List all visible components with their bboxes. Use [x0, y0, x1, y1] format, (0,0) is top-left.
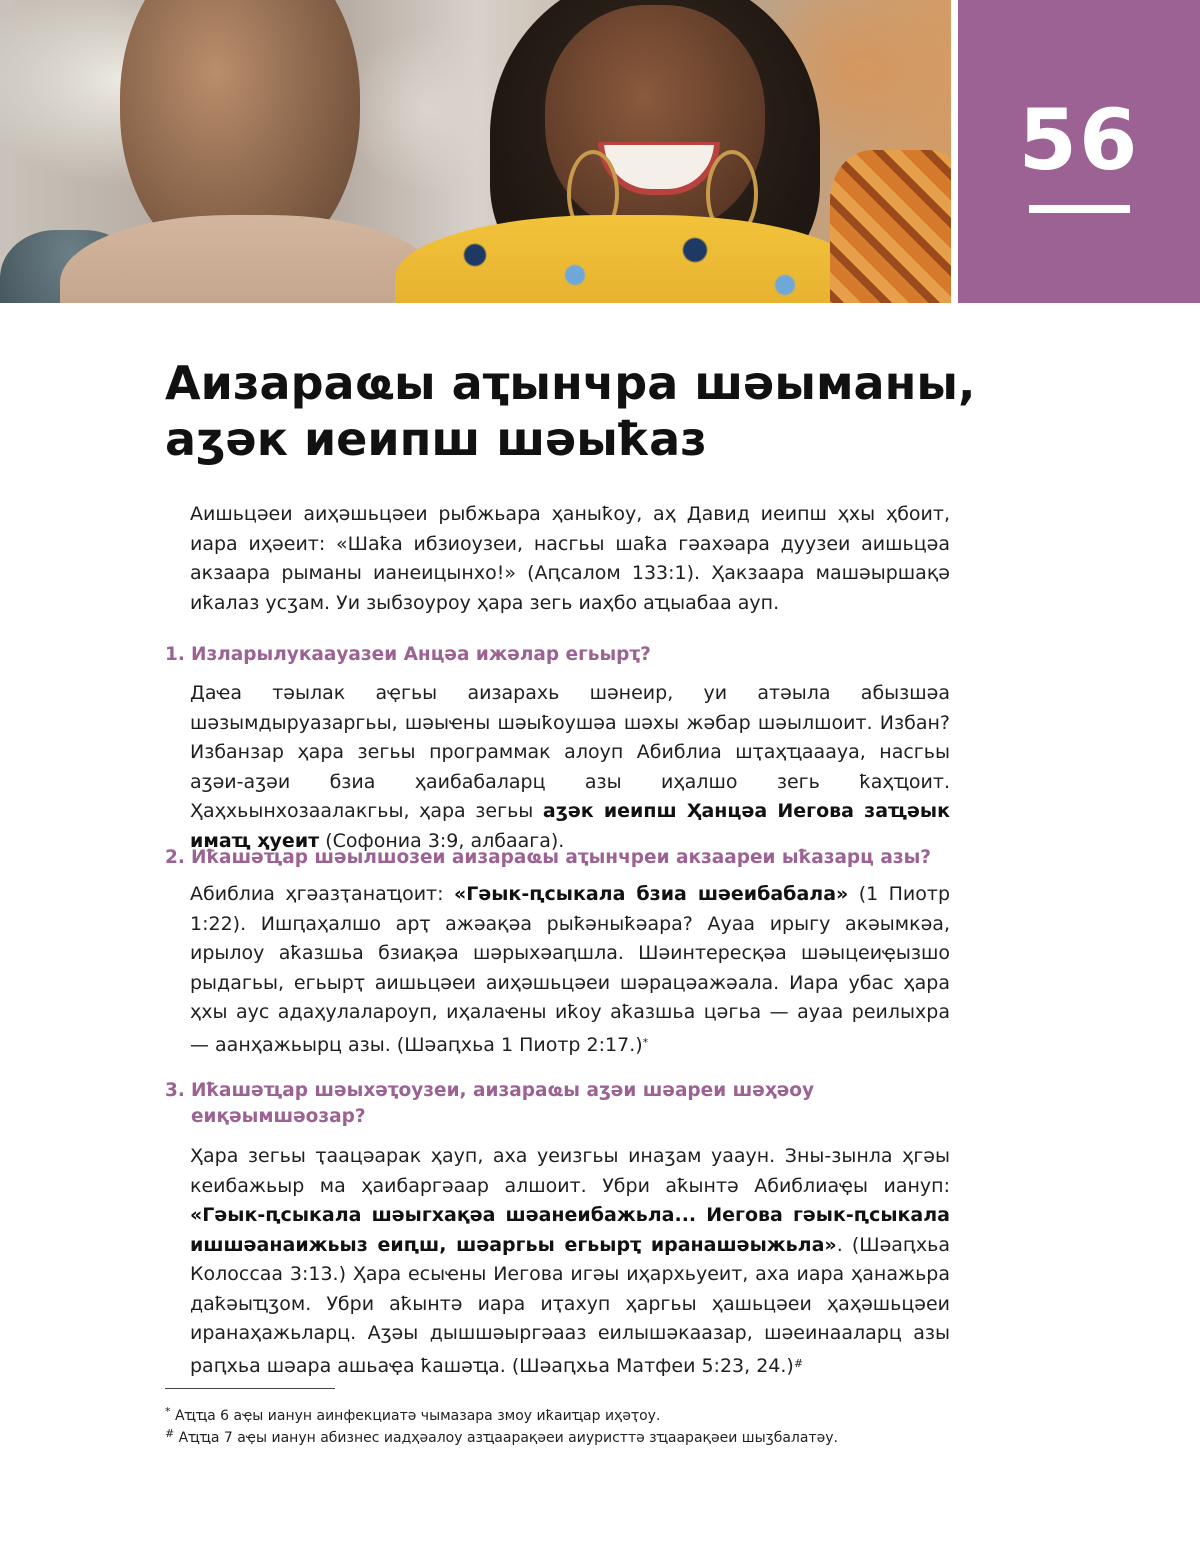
- answer-text-cont: (1 Пиотр 1:22). Ишԥаҳалшо арҭ ажәақәа рыҟәныҟәара? Ауаа ирыгу акәымкәа, ирылоу аҟазшьа бзиақәа шәрыхәаԥшла. Шәинтересқәа шәыцеиҿызшо рыдагьы, егьырҭ аишьцәеи аиҳәшьцәеи шәрацәажәала. Иара убас ҳара ҳхы аус адаҳулалароуп, иҳалаҽны иҟоу аҟазшьа цәгьа — ауаа реилыхра — аанҳажьырц азы. (Шәаԥхьа 1 Пиотр 2:17.): [190, 883, 951, 1056]
- answer-1: [190, 679, 950, 856]
- question-1: [165, 642, 965, 668]
- footnote-marker: #: [793, 1356, 804, 1370]
- footnote-marker: *: [165, 1405, 171, 1418]
- title-line-2: аӡәк иеипш шәыҟаз: [165, 412, 707, 466]
- footnote-2: [165, 1424, 965, 1448]
- footnote-1: [165, 1402, 965, 1426]
- chapter-badge: [958, 0, 1200, 303]
- question-text-cont: еиқәымшәозар?: [191, 1106, 366, 1127]
- answer-text: Даҽа тәылак аҿгьы аизарахь шәнеир, уи атәыла абызшәа шәзымдыруазаргьы, шәыҽны шәыҟоушәа шәхы жәбар шәылшоит. Избан? Избанзар ҳара зегьы программак алоуп Абиблиа шҭаҳҵааауа, насгьы аӡәи-аӡәи бзиа ҳаибабаларц азы иҳалшо зегь ҟаҳҵоит. Ҳаҳхьынхозаалакгьы, ҳара зегьы: [190, 682, 950, 822]
- question-number: 3.: [165, 1080, 185, 1101]
- answer-emphasis: аӡәк иеипш Ҳанцәа Иегова заҵәык имаҵ ҳуеит: [190, 800, 951, 852]
- intro-paragraph: Аишьцәеи аиҳәшьцәеи рыбжьара ҳаныҟоу, аҳ Давид иеипш ҳхы ҳбоит, иара иҳәеит: «Шаҟа ибзиоузеи, насгьы шаҟа гәахәара дуузеи аишьцәа акзаара рыманы ианеицынхо!» (Аԥсалом 133:1). Ҳакзаара машәыршақә иҟалаз усӡам. Уи зыбзоуроу ҳара зегь иаҳбо аҵыабаа ауп.: [190, 503, 950, 614]
- footnote-marker: *: [642, 1035, 649, 1049]
- answer-text: Абиблиа ҳгәазҭанаҵоит:: [190, 883, 444, 905]
- hero-photo: [0, 0, 951, 303]
- question-number: 2.: [165, 847, 185, 868]
- background-person-dress: [830, 150, 951, 303]
- question-text: Иҟашәҵар шәылшозеи аизараҩы аҭынчреи акзаареи ыҟазарц азы?: [191, 847, 932, 868]
- footnote-text: Аҵҵа 6 аҿы ианун аинфекциатә чымазара змоу иҟаиҵар иҳәҭоу.: [174, 1408, 661, 1424]
- question-2: [165, 845, 965, 871]
- lesson-title: [165, 355, 1125, 467]
- chapter-number: 56: [1018, 91, 1140, 189]
- answer-text-cont: . (Шәаԥхьа Колоссаа 3:13.) Ҳара есыҽны Иегова игәы иҳархьуеит, аха иара ҳанажьра даҟәыҵӡом. Убри аҟынтә иара иҭахуп ҳаргьы ҳашьцәеи ҳаҳәшьцәеи иранаҳажьларц. Аӡәы дышшәыргәааз еилышәкаазар, шәеинааларц азы раԥхьа шәара ашьаҿа ҟашәҵа. (Шәаԥхьа Матфеи 5:23, 24.): [190, 1233, 950, 1377]
- answer-text: Ҳара зегьы ҭаацәарак ҳауп, аха уеизгьы инаӡам уааун. Зны-зынла ҳгәы кеибажьыр ма ҳаибаргәаар алшоит. Убри аҟынтә Абиблиаҿы иануп:: [190, 1145, 950, 1197]
- footnote-text: Аҵҵа 7 аҿы ианун абизнес иадҳәалоу азҵаарақәеи аиуристтә зҵаарақәеи шыӡбалатәу.: [178, 1430, 838, 1446]
- answer-reference: (Софониа 3:9, албаага).: [325, 829, 565, 852]
- question-3: [165, 1078, 965, 1130]
- footnote-divider: [165, 1388, 335, 1389]
- footnote-marker: #: [165, 1427, 175, 1440]
- question-text: Иҟашәҵар шәыхәҭоузеи, аизараҩы аӡәи шәареи шәҳәоу: [191, 1080, 815, 1101]
- answer-2: [190, 880, 950, 1060]
- answer-emphasis: «Гәык-ԥсыкала шәыгхақәа шәанеибажьла... Иегова гәык-ԥсыкала ишшәанаижьыз еиԥш, шәаргьы егьырҭ иранашәыжьла»: [190, 1204, 950, 1256]
- title-line-1: Аизараҩы аҭынчра шәыманы,: [165, 356, 976, 410]
- answer-emphasis: «Гәык-ԥсыкала бзиа шәеибабала»: [453, 883, 849, 905]
- chapter-underline: [1029, 205, 1130, 213]
- answer-3: [190, 1142, 950, 1381]
- question-number: 1.: [165, 644, 185, 665]
- question-text: Изларылукаауазеи Анцәа ижәлар егьырҭ?: [191, 644, 651, 665]
- woman-shoulder: [60, 215, 440, 303]
